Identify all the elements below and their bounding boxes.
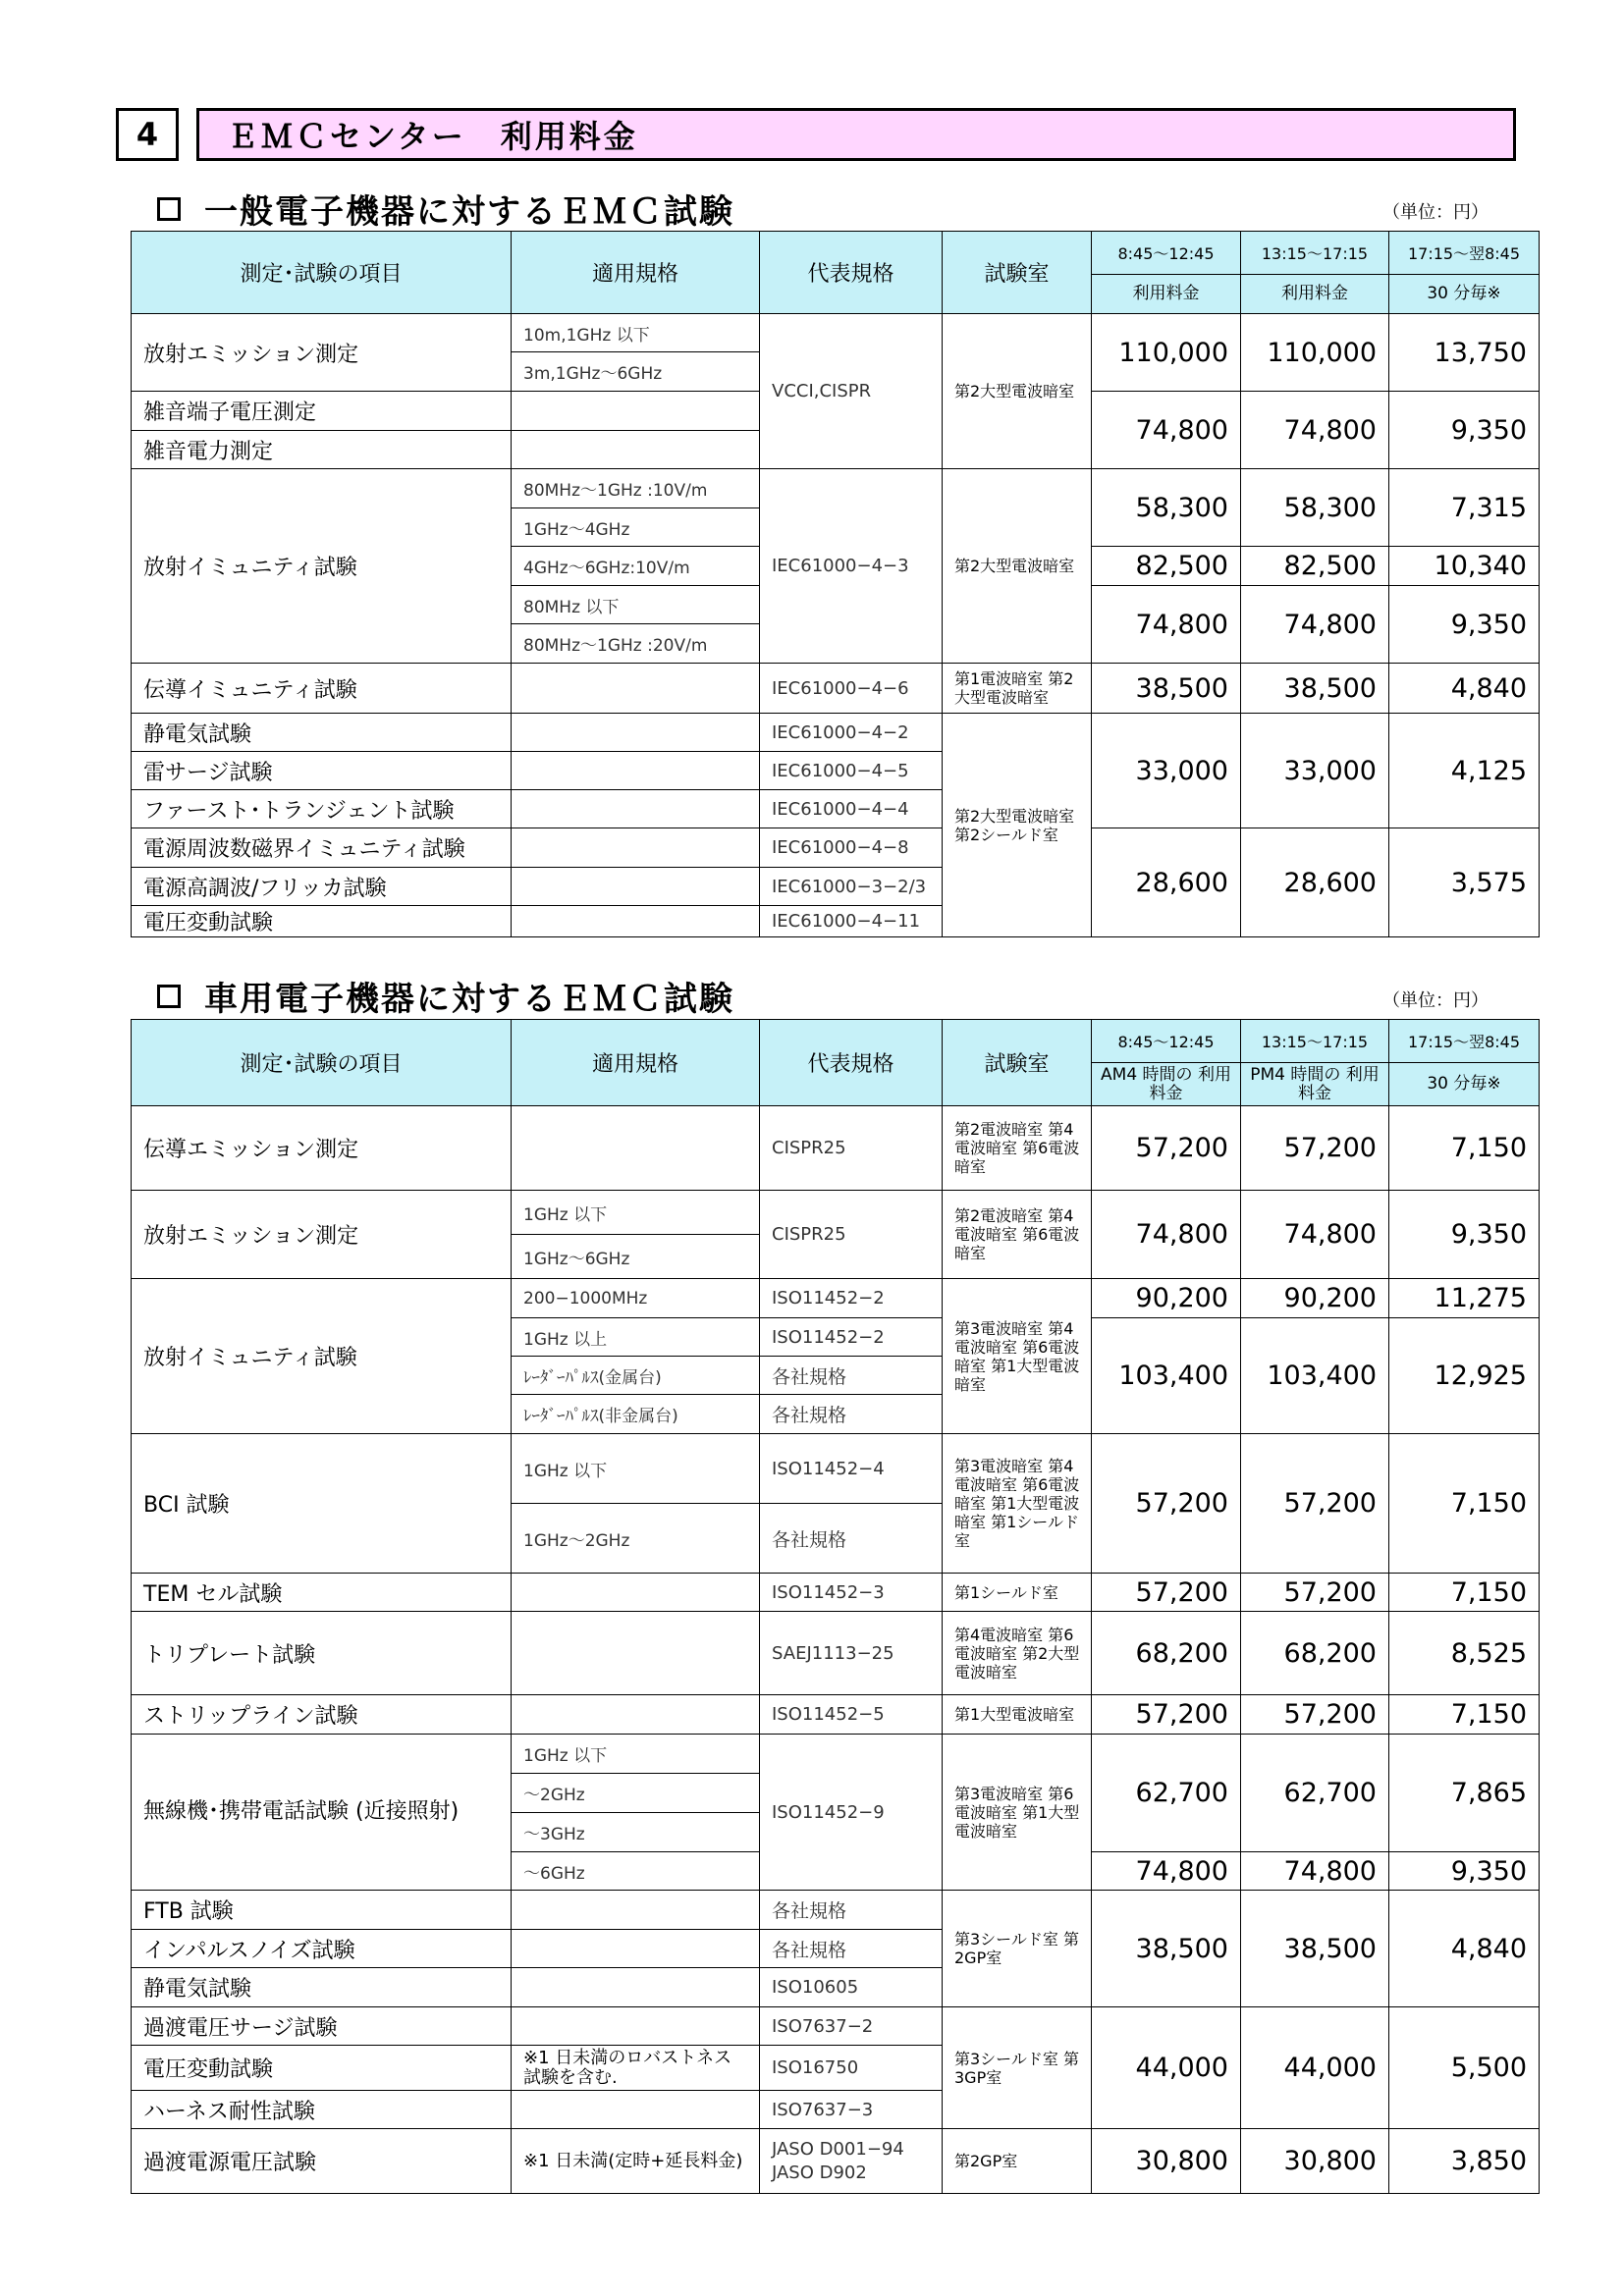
price-cell: 57,200	[1092, 1574, 1241, 1612]
table-row	[132, 314, 1540, 352]
price-cell: 57,200	[1092, 1695, 1241, 1735]
price-cell: 33,000	[1241, 714, 1389, 828]
price-cell: 7,150	[1389, 1106, 1540, 1191]
item-cell: インパルスノイズ試験	[132, 1930, 512, 1968]
header-fee3: 30 分毎※	[1389, 275, 1540, 314]
price-cell: 74,800	[1092, 392, 1241, 469]
item-cell: 雷サージ試験	[132, 752, 512, 790]
item-cell: 放射イミュニティ試験	[132, 1279, 512, 1434]
price-cell: 9,350	[1389, 392, 1540, 469]
price-cell: 4,125	[1389, 714, 1540, 828]
rep-cell: ISO11452−2	[760, 1279, 943, 1318]
std-cell: 1GHz 以下	[512, 1191, 760, 1235]
price-cell: 90,200	[1241, 1279, 1389, 1318]
table-row	[132, 1891, 1540, 1930]
room-cell: 第3電波暗室 第4電波暗室 第6電波暗室 第1大型電波暗室	[943, 1279, 1092, 1434]
price-cell: 3,850	[1389, 2129, 1540, 2194]
std-cell	[512, 714, 760, 752]
rep-cell: IEC61000−4−3	[760, 469, 943, 664]
price-cell: 38,500	[1092, 664, 1241, 714]
std-cell: 10m,1GHz 以下	[512, 314, 760, 352]
std-cell	[512, 2091, 760, 2129]
rep-cell: 各社規格	[760, 1357, 943, 1395]
std-cell: ～3GHz	[512, 1813, 760, 1852]
room-cell: 第2大型電波暗室	[943, 469, 1092, 664]
header-time1: 8:45～12:45	[1092, 232, 1241, 275]
header-fee2: PM4 時間の 利用料金	[1241, 1063, 1389, 1106]
std-cell	[512, 2007, 760, 2046]
price-cell: 68,200	[1092, 1612, 1241, 1695]
rep-cell: ISO11452−4	[760, 1434, 943, 1504]
price-cell: 33,000	[1092, 714, 1241, 828]
rep-cell: IEC61000−3−2/3	[760, 868, 943, 906]
room-cell: 第2GP室	[943, 2129, 1092, 2194]
item-cell: 電源周波数磁界イミュニティ試験	[132, 828, 512, 868]
table-row	[132, 2129, 1540, 2194]
std-cell	[512, 868, 760, 906]
std-cell	[512, 1930, 760, 1968]
page-title: ＥＭＣセンター 利用料金	[196, 108, 1516, 161]
section1-title-text: 一般電子機器に対するＥＭＣ試験	[204, 192, 734, 232]
std-cell: ～6GHz	[512, 1852, 760, 1891]
rep-cell: 各社規格	[760, 1395, 943, 1434]
price-cell: 3,575	[1389, 828, 1540, 937]
table-row	[132, 1434, 1540, 1504]
header-time3: 17:15～翌8:45	[1389, 1020, 1540, 1063]
room-cell: 第3電波暗室 第6電波暗室 第1大型電波暗室	[943, 1735, 1092, 1891]
table-row	[132, 1612, 1540, 1695]
item-cell: 雑音電力測定	[132, 431, 512, 469]
item-cell: 静電気試験	[132, 1968, 512, 2007]
price-cell: 82,500	[1092, 547, 1241, 586]
rep-cell: ISO11452−3	[760, 1574, 943, 1612]
item-cell: 過渡電源電圧試験	[132, 2129, 512, 2194]
std-cell: 1GHz～4GHz	[512, 508, 760, 547]
std-cell: 200−1000MHz	[512, 1279, 760, 1318]
room-cell: 第3シールド室 第2GP室	[943, 1891, 1092, 2007]
room-cell: 第1大型電波暗室	[943, 1695, 1092, 1735]
table-row	[132, 714, 1540, 752]
section2-table	[131, 1019, 1540, 2194]
table-row	[132, 1735, 1540, 1774]
room-cell: 第3シールド室 第3GP室	[943, 2007, 1092, 2129]
rep-cell: ISO11452−5	[760, 1695, 943, 1735]
price-cell: 74,800	[1241, 392, 1389, 469]
std-cell: 1GHz 以下	[512, 1434, 760, 1504]
price-cell: 74,800	[1241, 1191, 1389, 1279]
std-cell	[512, 790, 760, 828]
price-cell: 7,150	[1389, 1434, 1540, 1574]
table-row	[132, 2007, 1540, 2046]
price-cell: 68,200	[1241, 1612, 1389, 1695]
std-cell	[512, 1891, 760, 1930]
price-cell: 9,350	[1389, 1852, 1540, 1891]
rep-cell: IEC61000−4−6	[760, 664, 943, 714]
item-cell: トリプレート試験	[132, 1612, 512, 1695]
price-cell: 30,800	[1241, 2129, 1389, 2194]
room-cell: 第2大型電波暗室	[943, 314, 1092, 469]
header-std: 適用規格	[512, 1020, 760, 1106]
price-cell: 28,600	[1241, 828, 1389, 937]
price-cell: 62,700	[1092, 1735, 1241, 1852]
std-cell	[512, 431, 760, 469]
price-cell: 7,150	[1389, 1574, 1540, 1612]
table-row	[132, 1574, 1540, 1612]
item-cell: ストリップライン試験	[132, 1695, 512, 1735]
rep-cell: IEC61000−4−2	[760, 714, 943, 752]
price-cell: 58,300	[1092, 469, 1241, 547]
std-cell: 80MHz 以下	[512, 586, 760, 624]
rep-cell: CISPR25	[760, 1191, 943, 1279]
price-cell: 74,800	[1241, 586, 1389, 664]
header-room: 試験室	[943, 232, 1092, 314]
item-cell: 電圧変動試験	[132, 2046, 512, 2091]
rep-cell: IEC61000−4−8	[760, 828, 943, 868]
header-time2: 13:15～17:15	[1241, 1020, 1389, 1063]
item-cell: 電圧変動試験	[132, 906, 512, 937]
item-cell: 放射イミュニティ試験	[132, 469, 512, 664]
room-cell: 第1電波暗室 第2大型電波暗室	[943, 664, 1092, 714]
header-fee2: 利用料金	[1241, 275, 1389, 314]
table-row	[132, 664, 1540, 714]
room-cell: 第4電波暗室 第6電波暗室 第2大型電波暗室	[943, 1612, 1092, 1695]
std-cell: 1GHz～6GHz	[512, 1235, 760, 1279]
item-cell: FTB 試験	[132, 1891, 512, 1930]
section1-unit: （単位：円）	[1382, 202, 1489, 223]
std-cell: ～2GHz	[512, 1774, 760, 1813]
std-cell: ﾚｰﾀﾞｰﾊﾟﾙｽ(金属台)	[512, 1357, 760, 1395]
header-item: 測定･試験の項目	[132, 232, 512, 314]
table-row	[132, 1279, 1540, 1318]
rep-cell: SAEJ1113−25	[760, 1612, 943, 1695]
std-cell: 80MHz～1GHz :10V/m	[512, 469, 760, 508]
room-cell: 第2電波暗室 第4電波暗室 第6電波暗室	[943, 1106, 1092, 1191]
header-fee1: AM4 時間の 利用料金	[1092, 1063, 1241, 1106]
price-cell: 4,840	[1389, 664, 1540, 714]
rep-cell: VCCI,CISPR	[760, 314, 943, 469]
item-cell: 放射エミッション測定	[132, 1191, 512, 1279]
table-row	[132, 1191, 1540, 1235]
rep-cell: JASO D001−94 JASO D902	[760, 2129, 943, 2194]
price-cell: 110,000	[1241, 314, 1389, 392]
table-row	[132, 469, 1540, 508]
rep-cell: ISO7637−2	[760, 2007, 943, 2046]
price-cell: 103,400	[1241, 1318, 1389, 1434]
price-cell: 57,200	[1092, 1434, 1241, 1574]
item-cell: 雑音端子電圧測定	[132, 392, 512, 431]
price-cell: 7,150	[1389, 1695, 1540, 1735]
header-fee3: 30 分毎※	[1389, 1063, 1540, 1106]
item-cell: 伝導エミッション測定	[132, 1106, 512, 1191]
section1-table	[131, 231, 1540, 937]
section1-title	[157, 185, 734, 233]
rep-cell: ISO16750	[760, 2046, 943, 2091]
header-rep: 代表規格	[760, 1020, 943, 1106]
price-cell: 38,500	[1241, 1891, 1389, 2007]
rep-cell: IEC61000−4−4	[760, 790, 943, 828]
header-std: 適用規格	[512, 232, 760, 314]
room-cell: 第3電波暗室 第4電波暗室 第6電波暗室 第1大型電波暗室 第1シールド室	[943, 1434, 1092, 1574]
price-cell: 44,000	[1241, 2007, 1389, 2129]
header-fee1: 利用料金	[1092, 275, 1241, 314]
section2-title-text: 車用電子機器に対するＥＭＣ試験	[204, 980, 734, 1019]
table-row	[132, 1106, 1540, 1191]
std-cell: 1GHz 以上	[512, 1318, 760, 1357]
std-cell	[512, 828, 760, 868]
rep-cell: ISO7637−3	[760, 2091, 943, 2129]
std-cell: 1GHz～2GHz	[512, 1504, 760, 1574]
price-cell: 57,200	[1241, 1574, 1389, 1612]
item-cell: BCI 試験	[132, 1434, 512, 1574]
item-cell: 無線機･携帯電話試験 (近接照射)	[132, 1735, 512, 1891]
header-room: 試験室	[943, 1020, 1092, 1106]
table-row	[132, 828, 1540, 868]
price-cell: 13,750	[1389, 314, 1540, 392]
checkbox-square-icon	[157, 197, 181, 221]
std-cell	[512, 1106, 760, 1191]
std-cell: 80MHz～1GHz :20V/m	[512, 624, 760, 664]
std-cell: ※1 日未満(定時+延長料金)	[512, 2129, 760, 2194]
price-cell: 58,300	[1241, 469, 1389, 547]
std-cell	[512, 1695, 760, 1735]
price-cell: 57,200	[1241, 1695, 1389, 1735]
section2-unit: （単位：円）	[1382, 990, 1489, 1011]
price-cell: 62,700	[1241, 1735, 1389, 1852]
price-cell: 110,000	[1092, 314, 1241, 392]
price-cell: 74,800	[1092, 1191, 1241, 1279]
price-cell: 11,275	[1389, 1279, 1540, 1318]
price-cell: 12,925	[1389, 1318, 1540, 1434]
table-row	[132, 1695, 1540, 1735]
std-cell	[512, 1612, 760, 1695]
price-cell: 74,800	[1241, 1852, 1389, 1891]
header-time3: 17:15～翌8:45	[1389, 232, 1540, 275]
room-cell: 第2大型電波暗室 第2シールド室	[943, 714, 1092, 937]
rep-cell: IEC61000−4−5	[760, 752, 943, 790]
price-cell: 44,000	[1092, 2007, 1241, 2129]
price-cell: 10,340	[1389, 547, 1540, 586]
std-cell	[512, 752, 760, 790]
room-cell: 第1シールド室	[943, 1574, 1092, 1612]
rep-cell: IEC61000−4−11	[760, 906, 943, 937]
price-cell: 38,500	[1092, 1891, 1241, 2007]
item-cell: 過渡電圧サージ試験	[132, 2007, 512, 2046]
checkbox-square-icon	[157, 985, 181, 1008]
std-cell: 4GHz～6GHz:10V/m	[512, 547, 760, 586]
price-cell: 82,500	[1241, 547, 1389, 586]
room-cell: 第2電波暗室 第4電波暗室 第6電波暗室	[943, 1191, 1092, 1279]
rep-cell: ISO11452−2	[760, 1318, 943, 1357]
price-cell: 57,200	[1241, 1106, 1389, 1191]
rep-cell: 各社規格	[760, 1930, 943, 1968]
item-cell: 静電気試験	[132, 714, 512, 752]
item-cell: 伝導イミュニティ試験	[132, 664, 512, 714]
std-cell: 1GHz 以下	[512, 1735, 760, 1774]
rep-cell: 各社規格	[760, 1891, 943, 1930]
price-cell: 28,600	[1092, 828, 1241, 937]
price-cell: 74,800	[1092, 586, 1241, 664]
std-cell	[512, 392, 760, 431]
section2-title	[157, 972, 734, 1020]
std-cell	[512, 1968, 760, 2007]
item-cell: TEM セル試験	[132, 1574, 512, 1612]
std-cell: 3m,1GHz～6GHz	[512, 352, 760, 392]
std-cell	[512, 1574, 760, 1612]
price-cell: 7,315	[1389, 469, 1540, 547]
item-cell: ハーネス耐性試験	[132, 2091, 512, 2129]
rep-cell: 各社規格	[760, 1504, 943, 1574]
rep-cell: CISPR25	[760, 1106, 943, 1191]
price-cell: 9,350	[1389, 1191, 1540, 1279]
header-rep: 代表規格	[760, 232, 943, 314]
price-cell: 74,800	[1092, 1852, 1241, 1891]
std-cell: ﾚｰﾀﾞｰﾊﾟﾙｽ(非金属台)	[512, 1395, 760, 1434]
price-cell: 38,500	[1241, 664, 1389, 714]
header-time2: 13:15～17:15	[1241, 232, 1389, 275]
price-cell: 4,840	[1389, 1891, 1540, 2007]
section-number: 4	[116, 108, 179, 161]
rep-cell: ISO10605	[760, 1968, 943, 2007]
std-cell: ※1 日未満のロバストネス 試験を含む.	[512, 2046, 760, 2091]
price-cell: 5,500	[1389, 2007, 1540, 2129]
std-cell	[512, 664, 760, 714]
header-time1: 8:45～12:45	[1092, 1020, 1241, 1063]
price-cell: 57,200	[1241, 1434, 1389, 1574]
price-cell: 103,400	[1092, 1318, 1241, 1434]
price-cell: 8,525	[1389, 1612, 1540, 1695]
price-cell: 90,200	[1092, 1279, 1241, 1318]
price-cell: 7,865	[1389, 1735, 1540, 1852]
price-cell: 57,200	[1092, 1106, 1241, 1191]
header-item: 測定･試験の項目	[132, 1020, 512, 1106]
price-cell: 30,800	[1092, 2129, 1241, 2194]
item-cell: 電源高調波/フリッカ試験	[132, 868, 512, 906]
item-cell: 放射エミッション測定	[132, 314, 512, 392]
price-cell: 9,350	[1389, 586, 1540, 664]
std-cell	[512, 906, 760, 937]
rep-cell: ISO11452−9	[760, 1735, 943, 1891]
item-cell: ファースト･トランジェント試験	[132, 790, 512, 828]
